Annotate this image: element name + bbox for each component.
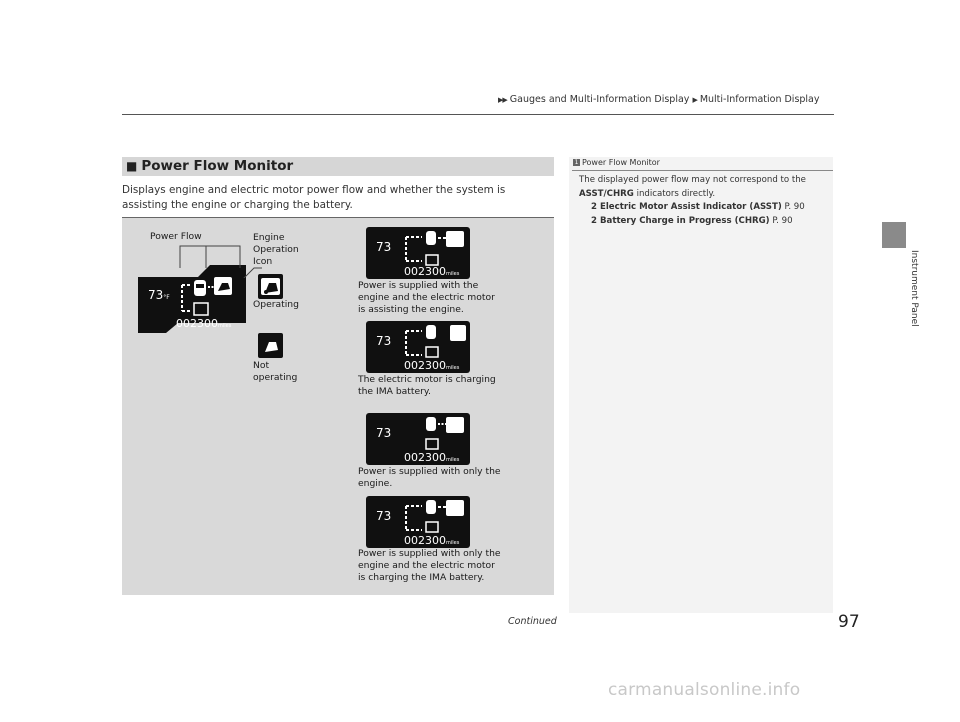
chapter-tab-label[interactable]: Instrument Panel <box>909 250 919 327</box>
svg-text:73: 73 <box>376 426 392 440</box>
section-title: Power Flow Monitor <box>141 158 294 174</box>
state-panel-engine-only <box>366 413 470 465</box>
engine-not-operating-icon <box>258 333 283 358</box>
state-caption-assist: Power is supplied with the engine and the electric motor is assisting the engine. <box>358 280 495 315</box>
svg-text:002300: 002300 <box>404 359 446 372</box>
svg-text:miles: miles <box>446 271 460 277</box>
svg-text:73: 73 <box>376 334 392 348</box>
state-caption-engine-charging: Power is supplied with only the engine and the electric motor is charging the IMA battery. <box>358 548 501 583</box>
sidebar-body: The displayed power flow may not correspond to the ASST/CHRG indicators directly. 2 Electric Motor Assist Indicator (ASST) P. 90 2 Battery Charge in Progress (CHRG) P. 90 <box>579 174 827 228</box>
section-heading <box>122 157 554 176</box>
state-caption-engine-only: Power is supplied with only the engine. <box>358 466 501 489</box>
odometer-readout: 002300 <box>176 317 218 330</box>
label-engine-operation-icon: Engine Operation Icon <box>253 232 299 267</box>
engine-operation-icon <box>214 277 232 295</box>
breadcrumb-arrow-icon: ▶▶ <box>498 96 507 104</box>
svg-text:miles: miles <box>446 457 460 463</box>
state-caption-charging: The electric motor is charging the IMA battery. <box>358 374 496 397</box>
temp-readout: 73°F <box>148 288 170 302</box>
section-intro: Displays engine and electric motor power flow and whether the system is assisting the engine or charging the battery. <box>122 184 506 211</box>
label-power-flow: Power Flow <box>150 231 202 242</box>
label-not-operating: Not operating <box>253 360 298 383</box>
sidebar-rule <box>572 170 833 171</box>
continued-label: Continued <box>508 616 557 627</box>
svg-text:002300: 002300 <box>404 451 446 464</box>
header-rule <box>122 114 834 115</box>
section-square-icon: ■ <box>126 159 138 173</box>
svg-text:miles: miles <box>446 540 460 546</box>
svg-text:002300: 002300 <box>404 534 446 547</box>
watermark: carmanualsonline.info <box>608 680 801 700</box>
svg-text:002300: 002300 <box>404 265 446 278</box>
label-operating: Operating <box>253 299 299 310</box>
svg-text:miles: miles <box>446 365 460 371</box>
car-icon <box>194 280 206 296</box>
breadcrumb <box>498 94 820 105</box>
odometer-unit: miles <box>218 323 232 329</box>
sidebar-title: 1 Power Flow Monitor <box>574 158 660 167</box>
reference-arrow-icon: 2 <box>591 215 597 226</box>
reference-arrow-icon: 2 <box>591 202 597 212</box>
breadcrumb-arrow-icon: ▶ <box>692 96 697 104</box>
chapter-tab-marker <box>882 222 906 248</box>
state-panel-charging <box>366 321 470 373</box>
engine-operating-icon <box>258 274 283 299</box>
page-number: 97 <box>838 612 860 632</box>
state-panel-assist <box>366 227 470 279</box>
svg-text:73: 73 <box>376 509 392 523</box>
ref-link-chrg[interactable]: 2 Battery Charge in Progress (CHRG) P. 90 <box>591 215 793 226</box>
breadcrumb-level2[interactable]: Multi-Information Display <box>699 94 820 105</box>
ref-link-asst[interactable]: 2 Electric Motor Assist Indicator (ASST) P. 90 <box>591 202 805 212</box>
svg-text:73: 73 <box>376 240 392 254</box>
breadcrumb-level1[interactable]: Gauges and Multi-Information Display <box>509 94 690 105</box>
note-number-badge: 1 <box>574 159 579 166</box>
state-panel-engine-charging <box>366 496 470 548</box>
